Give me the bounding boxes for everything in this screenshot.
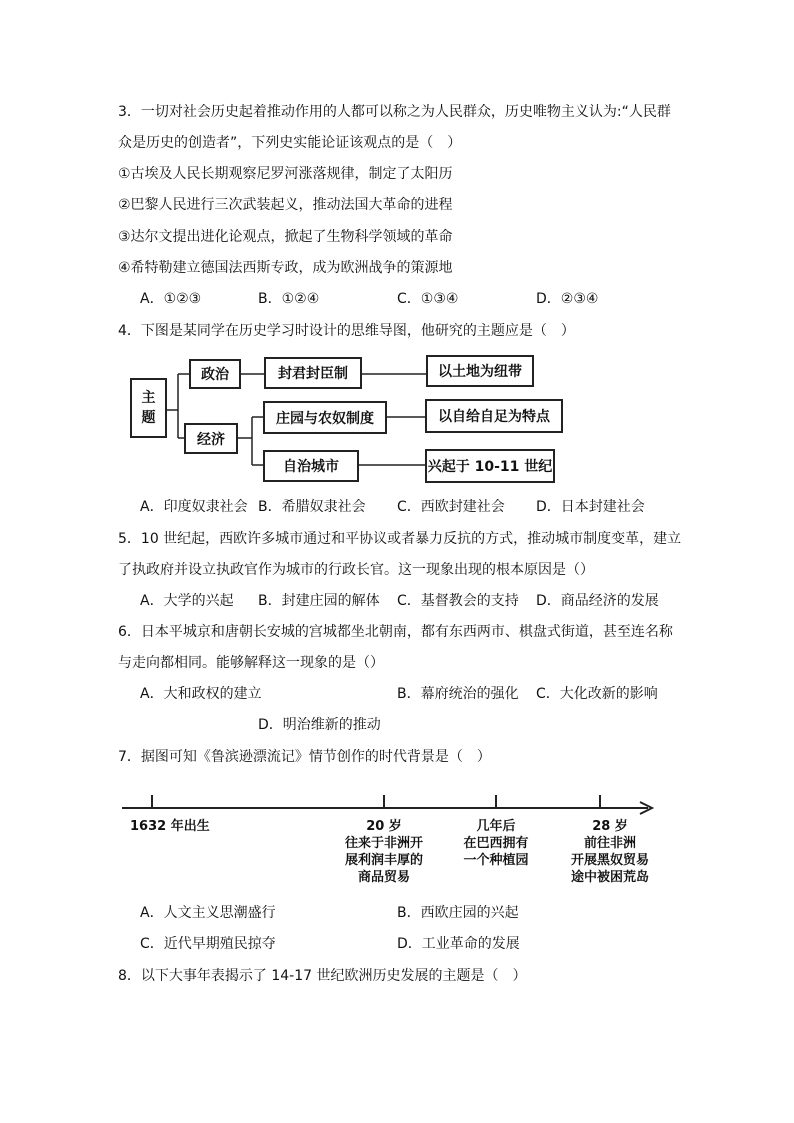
q3-stem-line2: 众是历史的创造者”，下列史实能论证该观点的是（ ） xyxy=(118,135,462,151)
timeline-age20-line3: 展利润丰厚的 xyxy=(344,853,423,868)
q7-option-c[interactable]: C．近代早期殖民掠夺 xyxy=(140,936,276,952)
timeline-age20-line1: 20 岁 xyxy=(366,819,402,834)
q3-item-1: ①古埃及人民长期观察尼罗河涨落规律，制定了太阳历 xyxy=(118,166,453,182)
timeline-age20 xyxy=(324,818,444,886)
q5-stem-line2: 了执政府并设立执政官作为城市的行政长官。这一现象出现的根本原因是（） xyxy=(118,562,594,578)
q5-stem-line1: 5．10 世纪起，西欧许多城市通过和平协议或者暴力反抗的方式，推动城市制度变革，建立 xyxy=(118,531,682,547)
timeline-age28-line1: 28 岁 xyxy=(592,819,628,834)
timeline-birth: 1632 年出生 xyxy=(130,819,210,834)
q3-option-a[interactable]: A．①②③ xyxy=(140,291,202,307)
q4-option-a[interactable]: A．印度奴隶社会 xyxy=(140,499,248,515)
mindmap-selfsuff: 以自给自足为特点 xyxy=(425,399,563,433)
q5-option-b[interactable]: B．封建庄园的解体 xyxy=(258,593,380,609)
q4-stem: 4．下图是某同学在历史学习时设计的思维导图，他研究的主题应是（ ） xyxy=(118,323,575,339)
mindmap-economy: 经济 xyxy=(184,423,238,454)
q3-stem-line1: 3．一切对社会历史起着推动作用的人都可以称之为人民群众，历史唯物主义认为:“人民群 xyxy=(118,104,671,120)
q6-stem-line1: 6．日本平城京和唐朝长安城的宫城都坐北朝南，都有东西两市、棋盘式街道，甚至连名称 xyxy=(118,624,673,640)
q6-stem-line2: 与走向都相同。能够解释这一现象的是（） xyxy=(118,655,384,671)
mindmap-root-char2: 题 xyxy=(141,410,156,426)
mindmap-rise: 兴起于 10-11 世纪 xyxy=(425,449,555,483)
timeline-later xyxy=(446,818,546,869)
timeline-later-line3: 一个种植园 xyxy=(463,853,529,868)
mindmap-politics: 政治 xyxy=(189,359,241,389)
q7-option-b[interactable]: B．西欧庄园的兴起 xyxy=(397,905,519,921)
mindmap-manor: 庄园与农奴制度 xyxy=(263,401,387,434)
timeline-later-line2: 在巴西拥有 xyxy=(463,836,529,851)
q5-option-d[interactable]: D．商品经济的发展 xyxy=(536,593,659,609)
timeline-age20-line4: 商品贸易 xyxy=(357,870,410,885)
q6-option-d[interactable]: D．明治维新的推动 xyxy=(258,717,381,733)
q6-option-a[interactable]: A．大和政权的建立 xyxy=(140,686,262,702)
q4-option-d[interactable]: D．日本封建社会 xyxy=(536,499,645,515)
q4-option-b[interactable]: B．希腊奴隶社会 xyxy=(258,499,366,515)
timeline-age28-line2: 前往非洲 xyxy=(583,836,636,851)
q5-option-a[interactable]: A．大学的兴起 xyxy=(140,593,234,609)
timeline-age28-line4: 途中被困荒岛 xyxy=(570,870,649,885)
q5-option-c[interactable]: C．基督教会的支持 xyxy=(397,593,519,609)
q7-option-a[interactable]: A．人文主义思潮盛行 xyxy=(140,905,276,921)
mindmap-root xyxy=(130,378,167,438)
q3-item-3: ③达尔文提出进化论观点，掀起了生物科学领域的革命 xyxy=(118,229,453,245)
mindmap-feudal: 封君封臣制 xyxy=(264,357,362,389)
q3-option-c[interactable]: C．①③④ xyxy=(397,291,459,307)
q3-item-2: ②巴黎人民进行三次武装起义，推动法国大革命的进程 xyxy=(118,197,453,213)
q7-option-d[interactable]: D．工业革命的发展 xyxy=(397,936,520,952)
timeline-age20-line2: 往来于非洲开 xyxy=(344,836,423,851)
q7-stem: 7．据图可知《鲁滨逊漂流记》情节创作的时代背景是（ ） xyxy=(118,749,491,765)
q6-option-b[interactable]: B．幕府统治的强化 xyxy=(397,686,519,702)
timeline-age28 xyxy=(560,818,660,886)
q3-option-d[interactable]: D．②③④ xyxy=(536,291,599,307)
timeline-later-line1: 几年后 xyxy=(476,819,516,834)
q3-item-4: ④希特勒建立德国法西斯专政，成为欧洲战争的策源地 xyxy=(118,260,453,276)
mindmap-land: 以土地为纽带 xyxy=(426,355,534,387)
q4-option-c[interactable]: C．西欧封建社会 xyxy=(397,499,505,515)
mindmap-city: 自治城市 xyxy=(263,450,359,482)
q6-option-c[interactable]: C．大化改新的影响 xyxy=(536,686,658,702)
mindmap-root-char1: 主 xyxy=(141,390,156,406)
q8-stem: 8．以下大事年表揭示了 14-17 世纪欧洲历史发展的主题是（ ） xyxy=(118,968,527,984)
timeline-age28-line3: 开展黑奴贸易 xyxy=(570,853,649,868)
q3-option-b[interactable]: B．①②④ xyxy=(258,291,320,307)
